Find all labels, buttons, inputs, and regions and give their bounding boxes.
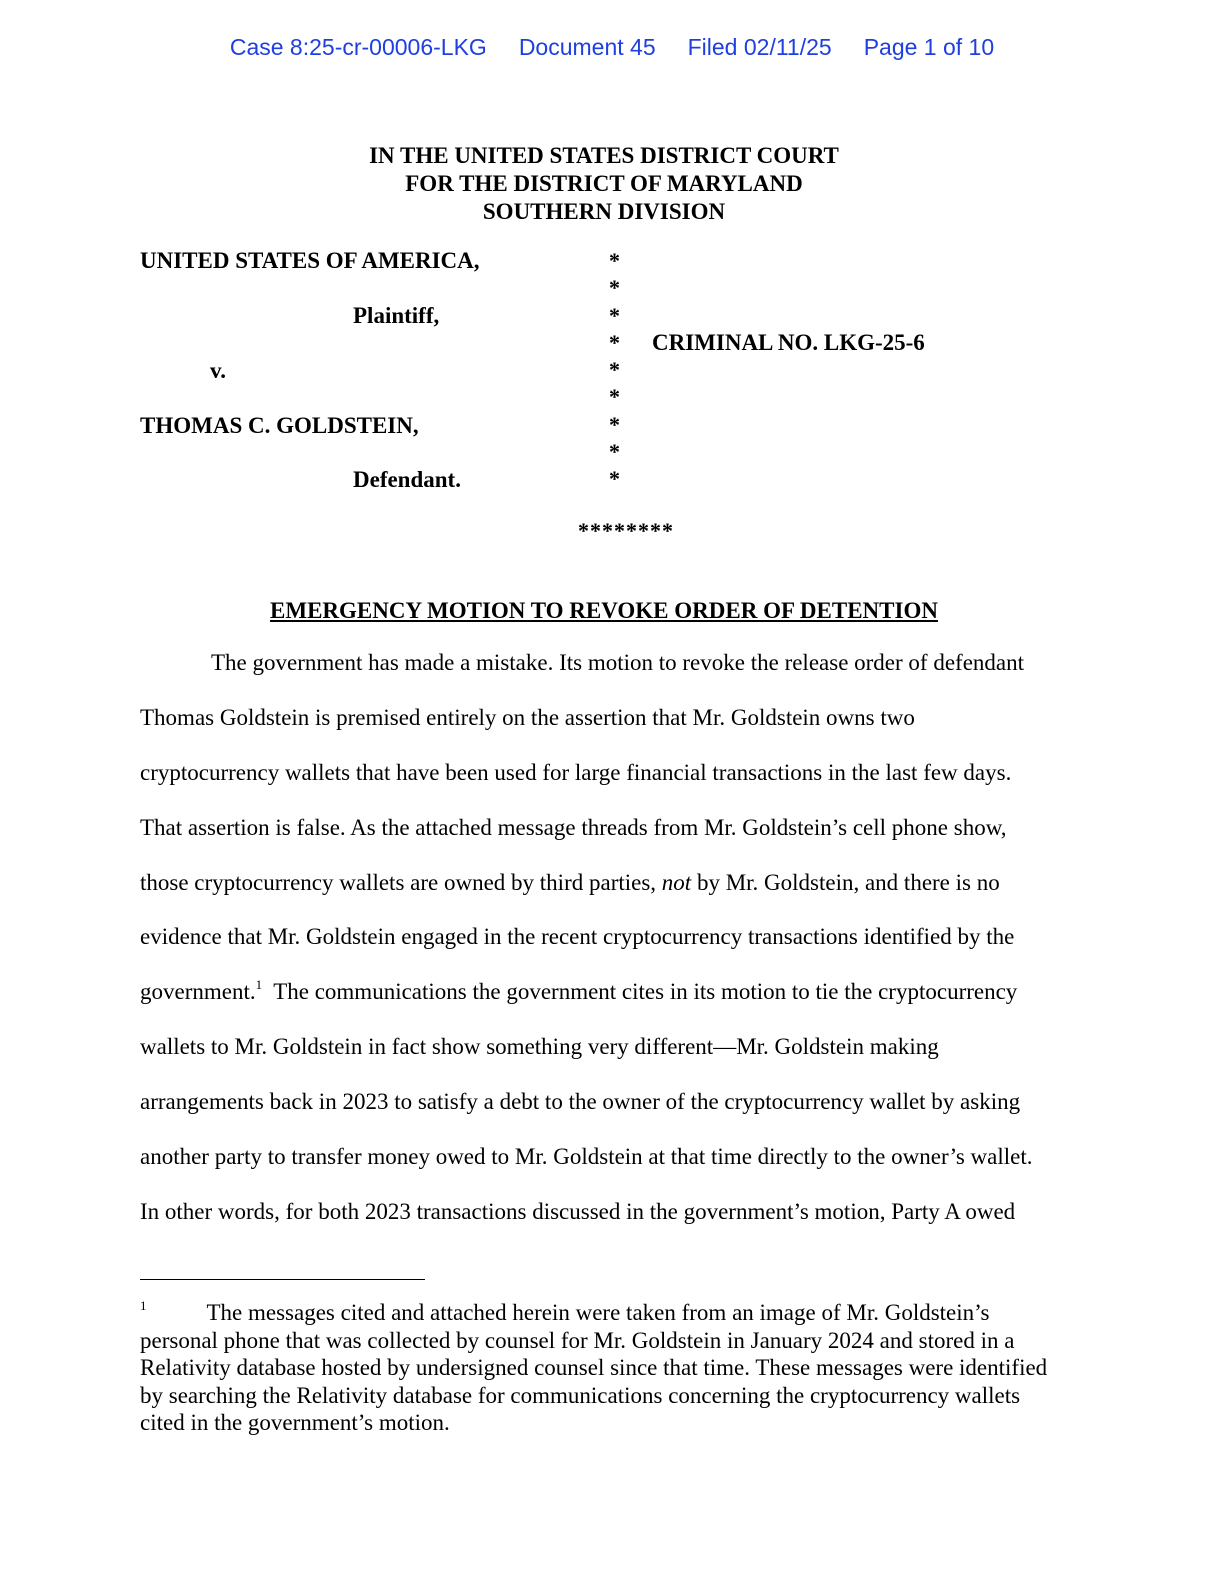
court-line-3: SOUTHERN DIVISION	[482, 199, 726, 224]
document-number-stamp: Document 45	[518, 34, 656, 60]
body-line: The government has made a mistake. Its motion to revoke the release order of defendant	[211, 650, 1025, 675]
body-line	[140, 868, 1070, 923]
body-line: wallets to Mr. Goldstein in fact show something very different—Mr. Goldstein making	[140, 1034, 939, 1060]
caption-star: *	[609, 439, 620, 465]
body-text-segment: The communications the government cites in its motion to tie the cryptocurrency	[262, 979, 1018, 1005]
case-number-stamp: Case 8:25-cr-00006-LKG	[229, 34, 487, 60]
footnote	[140, 1292, 1070, 1437]
body-text-segment: those cryptocurrency wallets are owned by third parties,	[140, 869, 662, 895]
defendant-name: THOMAS C. GOLDSTEIN,	[140, 413, 419, 438]
caption-star: *	[609, 248, 620, 273]
plaintiff-role: Plaintiff,	[353, 303, 440, 328]
filed-date-stamp: Filed 02/11/25	[687, 34, 832, 60]
emphasis-not: not	[661, 869, 692, 895]
caption-star: *	[609, 275, 620, 301]
caption-star: *	[609, 329, 620, 355]
court-line-1: IN THE UNITED STATES DISTRICT COURT	[369, 143, 839, 168]
body-line: cryptocurrency wallets that have been used for large financial transactions in the last few days.	[140, 759, 1012, 785]
body-line: arrangements back in 2023 to satisfy a debt to the owner of the cryptocurrency wallet by asking	[140, 1089, 1021, 1115]
caption-star: *	[609, 302, 620, 328]
body-line: another party to transfer money owed to Mr. Goldstein at that time directly to the owner’s wallet.	[140, 1144, 1033, 1170]
caption-star-divider: ********	[578, 518, 674, 543]
caption-star: *	[609, 357, 620, 383]
caption-star-column	[609, 247, 620, 493]
criminal-case-number: CRIMINAL NO. LKG-25-6	[652, 330, 925, 355]
footnote-number: 1	[140, 1298, 147, 1313]
footnote-text: The messages cited and attached herein were taken from an image of Mr. Goldstein’s personal phone that was collected by counsel for Mr. Goldstein in January 2024 and stored in a Relativity database hosted by undersigned counsel since that time. These messages were identified by searching the Relativity database for communications concerning the cryptocurrency wallets cited in the government’s motion.	[140, 1300, 1048, 1435]
defendant-role: Defendant.	[353, 467, 461, 492]
caption-star: *	[609, 466, 620, 492]
caption-star: *	[609, 411, 620, 437]
body-line: Thomas Goldstein is premised entirely on the assertion that Mr. Goldstein owns two	[140, 704, 915, 730]
body-line: evidence that Mr. Goldstein engaged in the recent cryptocurrency transactions identified by the	[140, 924, 1015, 950]
body-text-segment: government.	[140, 979, 256, 1005]
caption-star: *	[609, 384, 620, 410]
footnote-separator	[140, 1279, 425, 1280]
versus-label: v.	[210, 358, 226, 383]
body-line	[140, 977, 1070, 1032]
motion-title: EMERGENCY MOTION TO REVOKE ORDER OF DETENTION	[270, 598, 938, 623]
plaintiff-name: UNITED STATES OF AMERICA,	[140, 248, 480, 273]
body-text-segment: by Mr. Goldstein, and there is no	[691, 869, 1000, 895]
body-line: In other words, for both 2023 transactions discussed in the government’s motion, Party A owed	[140, 1198, 1016, 1224]
court-heading	[0, 142, 1208, 226]
body-line: That assertion is false. As the attached message threads from Mr. Goldstein’s cell phone show,	[140, 814, 1007, 840]
footnote-reference: 1	[255, 977, 263, 993]
page-count-stamp: Page 1 of 10	[863, 34, 995, 60]
ecf-header-stamp	[0, 34, 1224, 61]
court-line-2: FOR THE DISTRICT OF MARYLAND	[405, 171, 803, 196]
motion-body	[140, 648, 1070, 1252]
